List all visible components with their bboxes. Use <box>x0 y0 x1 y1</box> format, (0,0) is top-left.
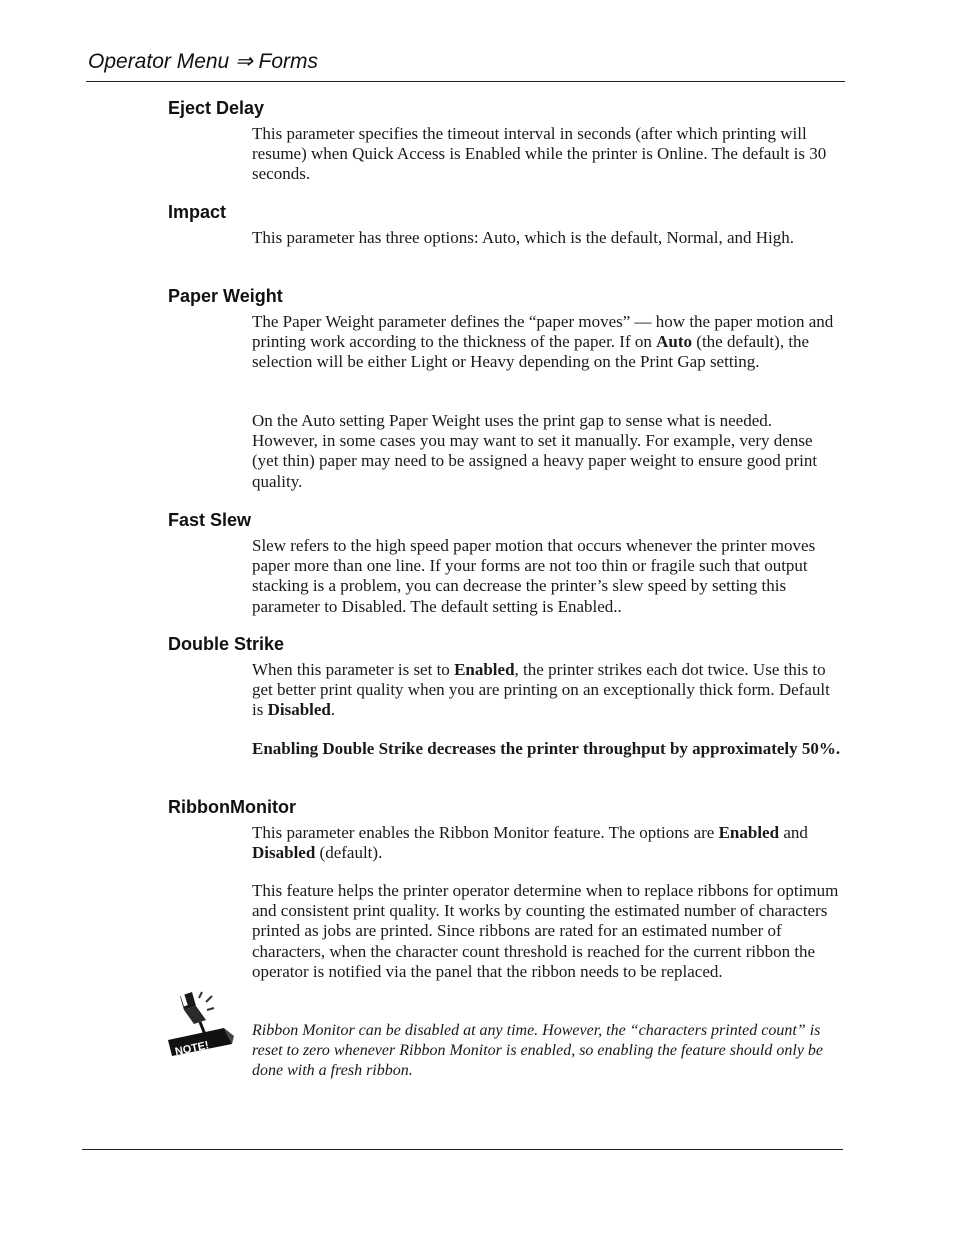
page-header-title: Operator Menu ⇒ Forms <box>88 50 318 73</box>
ribbon-monitor-enabled-term: Enabled <box>718 823 780 842</box>
double-strike-enabled-term: Enabled <box>454 660 515 679</box>
heading-fast-slew: Fast Slew <box>168 510 252 530</box>
header-rule <box>86 81 845 82</box>
ribbon-monitor-text-c: (default). <box>315 843 383 863</box>
fast-slew-paragraph: Slew refers to the high speed paper motion that occurs whenever the printer moves paper more than one line. If your forms are not too thin or fragile such that output stacking is a problem, you can decrease the printer’s slew speed by setting this parameter to Disabled. The default setting is Enabled.. <box>252 536 816 616</box>
ribbon-monitor-text-b: and <box>779 823 808 842</box>
paper-weight-text-b: (the default), the selection will be either Light or Heavy depending on the Print Gap setting. <box>252 332 810 372</box>
ribbon-monitor-paragraph-1 <box>252 823 842 863</box>
footer-rule <box>82 1149 843 1150</box>
paper-weight-auto-term: Auto <box>656 332 693 352</box>
double-strike-text-b: , the printer strikes each dot twice. Use this to get better print quality when you are printing on an exceptionally thick form. Default is <box>252 660 830 720</box>
impact-paragraph: This parameter has three options: Auto, which is the default, Normal, and High. <box>252 228 794 247</box>
heading-impact: Impact <box>168 202 227 222</box>
paper-weight-paragraph-2: On the Auto setting Paper Weight uses the print gap to sense what is needed. However, in some cases you may want to set it manually. For example, very dense (yet thin) paper may need to be assigned a heavy paper weight to ensure good print quality. <box>252 411 818 491</box>
paper-weight-paragraph-1 <box>252 312 842 373</box>
double-strike-warning: Enabling Double Strike decreases the printer throughput by approximately 50%. <box>252 739 841 758</box>
heading-paper-weight: Paper Weight <box>168 286 283 306</box>
ribbon-monitor-paragraph-2: This feature helps the printer operator determine when to replace ribbons for optimum and consistent print quality. It works by counting the estimated number of characters printed as jobs are printed. Since ribbons are rated for an estimated number of characters, when the character count threshold is reached for the current ribbon the operator is notified via the panel that the ribbon needs to be replaced. <box>252 881 839 981</box>
double-strike-text-c: . <box>330 700 336 720</box>
double-strike-paragraph-1 <box>252 660 842 721</box>
ribbon-monitor-text-a: This parameter enables the Ribbon Monitor feature. The options are <box>252 823 719 842</box>
double-strike-disabled-term: Disabled <box>267 700 331 720</box>
note-pushpin-icon <box>166 990 236 1060</box>
heading-ribbon-monitor: RibbonMonitor <box>168 797 296 817</box>
ribbon-monitor-disabled-term: Disabled <box>252 843 316 863</box>
heading-eject-delay: Eject Delay <box>168 98 265 118</box>
ribbon-monitor-note: Ribbon Monitor can be disabled at any time. However, the “characters printed count” is reset to zero whenever Ribbon Monitor is enabled, so enabling the feature should only be done with a fresh ribbon. <box>252 1022 824 1080</box>
double-strike-text-a: When this parameter is set to <box>252 660 455 679</box>
heading-double-strike: Double Strike <box>168 634 285 654</box>
paper-weight-text-a: The Paper Weight parameter defines the “paper moves” — how the paper motion and printing work according to the thickness of the paper. If on <box>252 312 834 352</box>
eject-delay-paragraph: This parameter specifies the timeout interval in seconds (after which printing will resume) when Quick Access is Enabled while the printer is Online. The default is 30 seconds. <box>252 124 827 184</box>
note-label: NOTE! <box>173 1039 210 1059</box>
